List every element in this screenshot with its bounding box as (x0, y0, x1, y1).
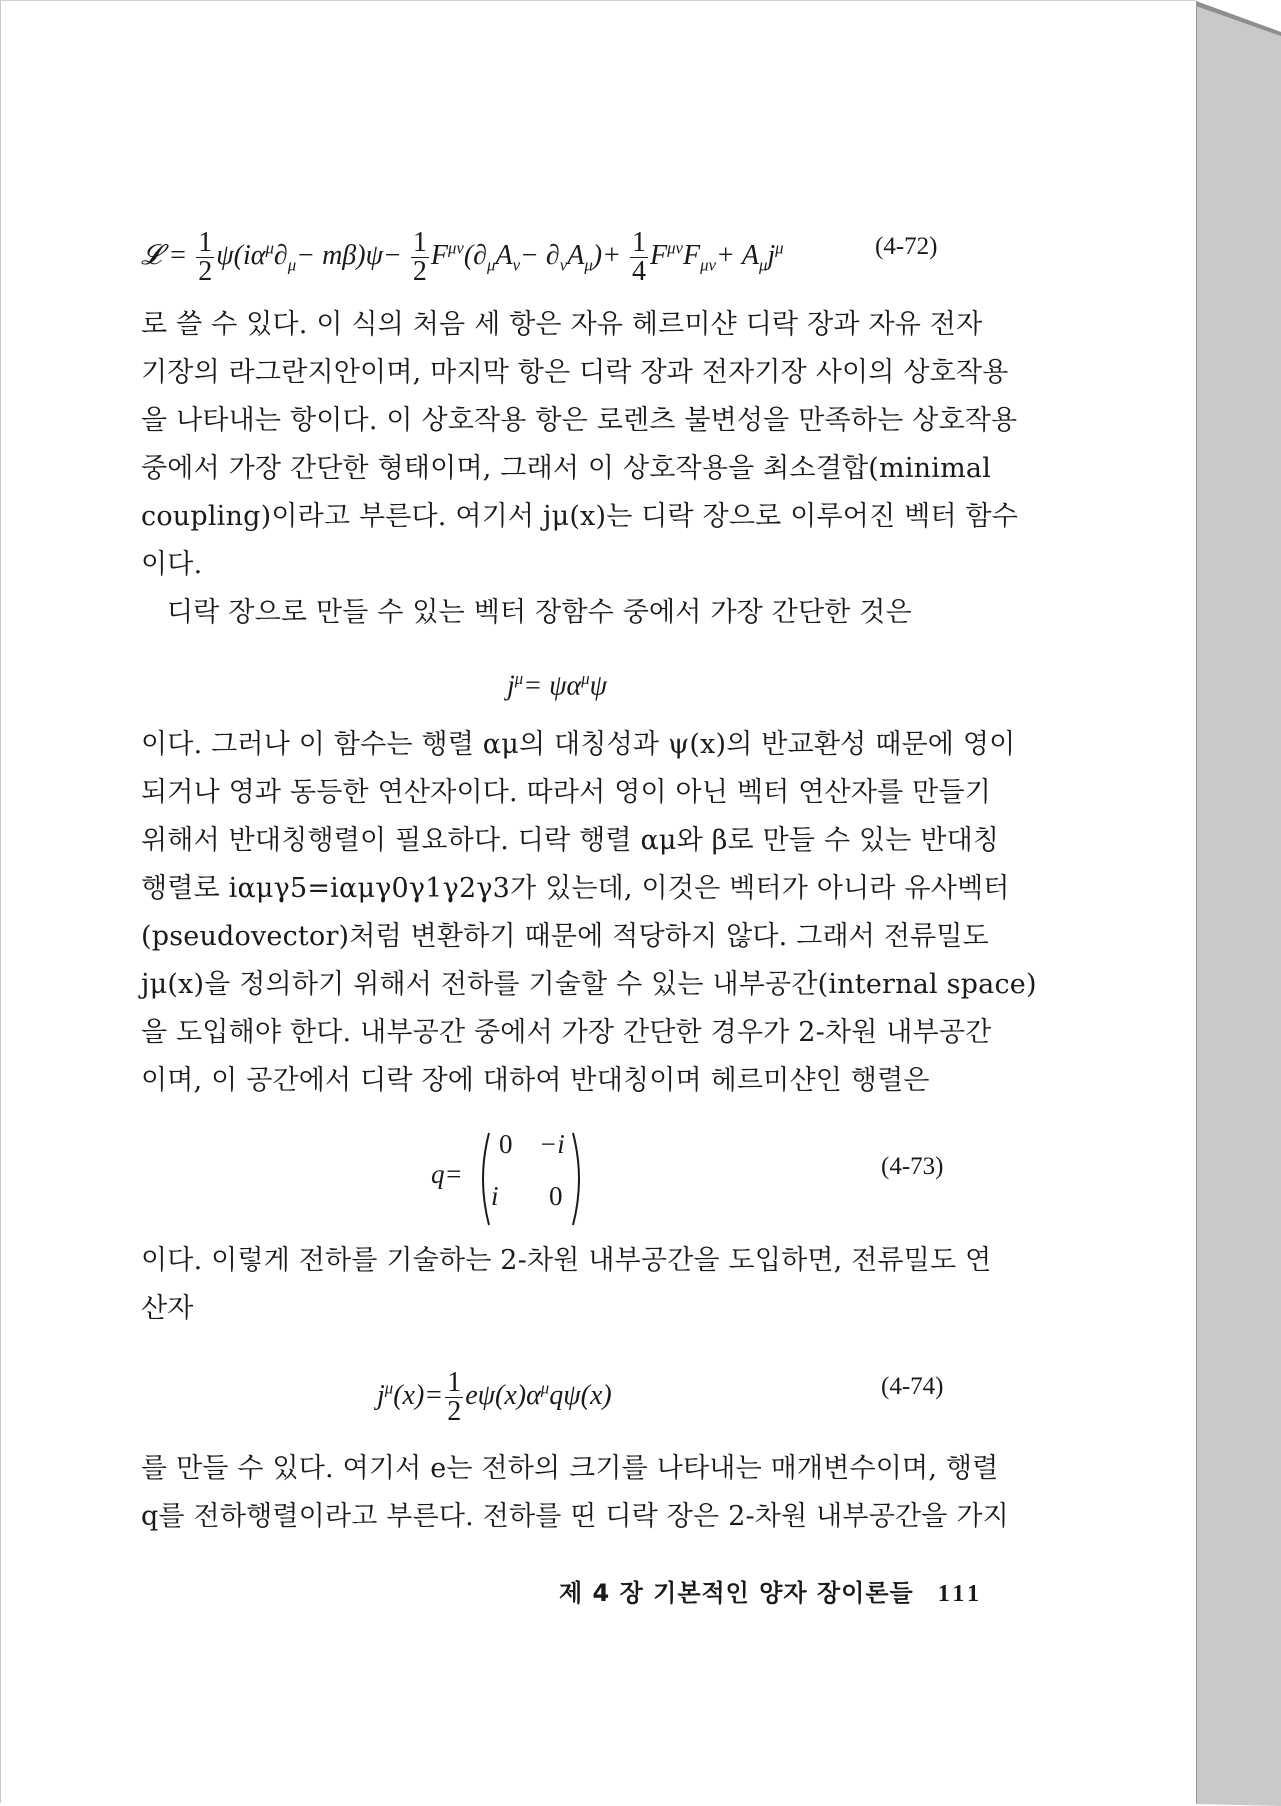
matrix-entry: −i (539, 1129, 565, 1159)
text-line: 디락 장으로 만들 수 있는 벡터 장함수 중에서 가장 간단한 것은 (167, 597, 912, 628)
chapter-title: 제 4 장 기본적인 양자 장이론들 (559, 1579, 914, 1607)
right-paren (571, 1131, 587, 1227)
page-number: 111 (937, 1581, 984, 1607)
text-line: 이다. (141, 549, 203, 580)
text-line: q를 전하행렬이라고 부른다. 전하를 띤 디락 장은 2-차원 내부공간을 가지 (141, 1501, 1009, 1532)
fraction-one-half: $\frac{1}{2}$ (447, 1367, 462, 1427)
text-line: 산자 (141, 1293, 194, 1324)
text-line: 이다. 이렇게 전하를 기술하는 2-차원 내부공간을 도입하면, 전류밀도 연 (141, 1245, 992, 1276)
equation-current-density: $j^\mu= \psi\alpha^\mu\psi$ (507, 669, 608, 702)
fraction-one-half: $\frac{1}{2}$ (198, 227, 213, 287)
book-spine-edge (1196, 0, 1281, 1806)
equation-4-72: 𝓛 = $\frac{1}{2}$ $\psi(i\alpha^\mu\partial_\mu- m\beta)\psi-$ $\frac{1}{2}$ $F^{\mu\nu}(\partial_\mu A_\nu- \partial_\nu A_\mu)+$ $\frac{1}{4}$ $F^{\mu\nu}F_{\mu\nu}+ A_\mu j^\mu$ (141, 227, 784, 287)
matrix-lhs: q= (431, 1159, 463, 1189)
left-paren (475, 1131, 491, 1227)
text-line: coupling)이라고 부른다. 여기서 jμ(x)는 디락 장으로 이루어진 벡터 함수 (141, 501, 1019, 532)
equation-number-4-72: (4-72) (875, 233, 938, 260)
fraction-one-half: $\frac{1}{2}$ (412, 227, 427, 287)
matrix-entry: 0 (549, 1181, 563, 1211)
text-line: 이며, 이 공간에서 디락 장에 대하여 반대칭이며 헤르미샨인 행렬은 (141, 1065, 930, 1096)
text-line: 이다. 그러나 이 함수는 행렬 αμ의 대칭성과 ψ(x)의 반교환성 때문에 영이 (141, 729, 1016, 760)
matrix-entry: i (491, 1181, 499, 1211)
text-line: jμ(x)을 정의하기 위해서 전하를 기술할 수 있는 내부공간(internal space) (141, 969, 1037, 1000)
equation-number-4-74: (4-74) (881, 1373, 944, 1400)
matrix-entry: 0 (499, 1129, 513, 1159)
text-line: 로 쓸 수 있다. 이 식의 처음 세 항은 자유 헤르미샨 디락 장과 자유 전자 (141, 309, 983, 340)
text-line: 을 도입해야 한다. 내부공간 중에서 가장 간단한 경우가 2-차원 내부공간 (141, 1017, 992, 1048)
lagrangian-symbol: 𝓛 = (141, 239, 188, 271)
text-line: 위해서 반대칭행렬이 필요하다. 디락 행렬 αμ와 β로 만들 수 있는 반대칭 (141, 825, 1000, 856)
equation-4-74: $j^\mu(x)=$ $\frac{1}{2}$ $e\psi(x)\alpha^\mu q\psi(x)$ (377, 1367, 612, 1427)
text-line: 되거나 영과 동등한 연산자이다. 따라서 영이 아닌 벡터 연산자를 만들기 (141, 777, 992, 808)
equation-number-4-73: (4-73) (881, 1153, 944, 1180)
text-line: 을 나타내는 항이다. 이 상호작용 항은 로렌츠 불변성을 만족하는 상호작용 (141, 405, 1018, 436)
text-line: 행렬로 iαμγ5=iαμγ0γ1γ2γ3가 있는데, 이것은 벡터가 아니라 유사벡터 (141, 873, 1010, 904)
equation-4-73 (431, 1129, 601, 1229)
text-line: 중에서 가장 간단한 형태이며, 그래서 이 상호작용을 최소결합(minimal (141, 453, 992, 484)
page-footer (559, 1573, 983, 1608)
fraction-one-quarter: $\frac{1}{4}$ (631, 227, 646, 287)
text-line: 기장의 라그란지안이며, 마지막 항은 디락 장과 전자기장 사이의 상호작용 (141, 357, 1009, 388)
text-line: (pseudovector)처럼 변환하기 때문에 적당하지 않다. 그래서 전류밀도 (141, 921, 989, 952)
text-line: 를 만들 수 있다. 여기서 e는 전하의 크기를 나타내는 매개변수이며, 행렬 (141, 1453, 999, 1484)
